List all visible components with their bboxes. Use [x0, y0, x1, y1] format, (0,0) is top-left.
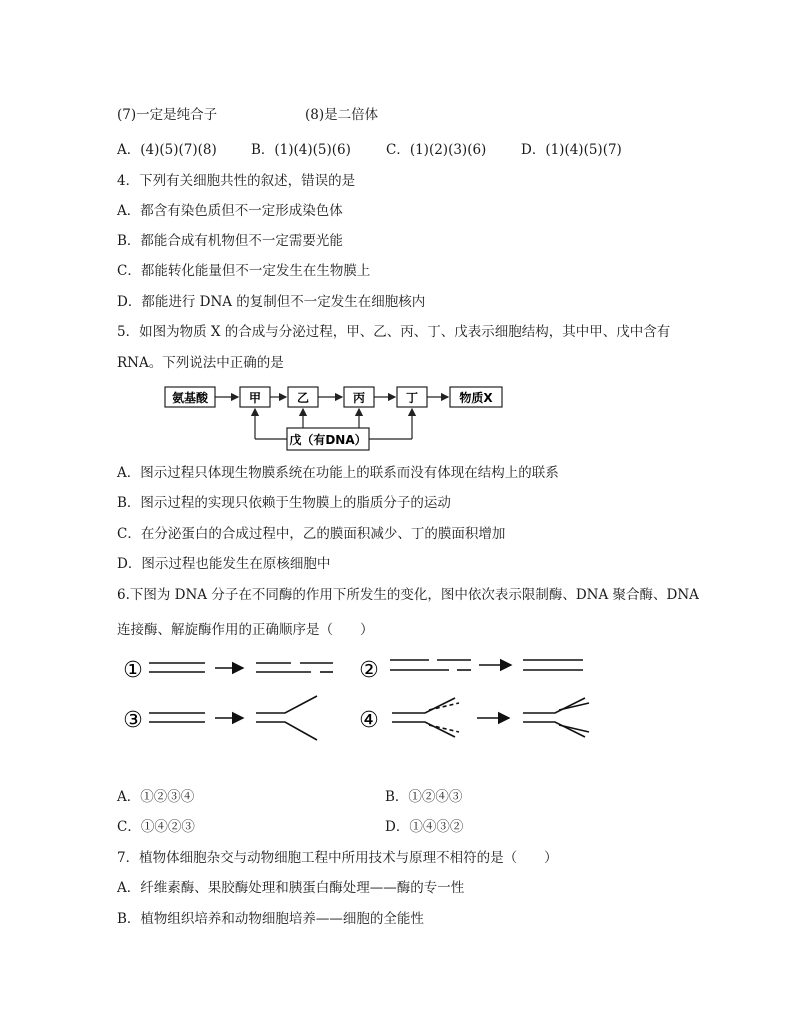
q6-option-b: B．①②④③ [385, 789, 463, 805]
dna-enzyme-diagram [115, 648, 595, 748]
panel-3 [149, 696, 317, 740]
box-substance-x-label: 物质X [459, 391, 493, 405]
q5-option-c: C．在分泌蛋白的合成过程中，乙的膜面积减少、丁的膜面积增加 [117, 526, 506, 542]
q3-option-a: A．(4)(5)(7)(8) [117, 142, 217, 158]
q5-stem-line2: RNA。下列说法中正确的是 [117, 355, 284, 371]
box-ding [397, 387, 427, 407]
q6-option-a: A．①②③④ [117, 789, 195, 805]
panel-1 [149, 663, 333, 672]
box-bing [344, 387, 374, 407]
q7-stem: 7．植物体细胞杂交与动物细胞工程中所用技术与原理不相符的是（ ） [117, 850, 558, 866]
q6-option-c: C．①④②③ [117, 819, 195, 835]
q5-option-b: B．图示过程的实现只依赖于生物膜上的脂质分子的运动 [117, 495, 451, 511]
q4-option-c: C．都能转化能量但不一定发生在生物膜上 [117, 263, 371, 279]
panel-4 [392, 698, 589, 737]
box-wu [287, 428, 369, 450]
q3-item-8: (8)是二倍体 [305, 107, 379, 123]
box-yi [288, 387, 318, 407]
q7-option-a: A．纤维素酶、果胶酶处理和胰蛋白酶处理——酶的专一性 [117, 880, 465, 896]
box-amino-acid-label: 氨基酸 [171, 391, 209, 405]
panel-2 [390, 660, 583, 670]
diagram-label-3: ③ [123, 708, 143, 733]
q4-option-a: A．都含有染色质但不一定形成染色体 [117, 203, 343, 219]
q5-stem-line1: 5．如图为物质 X 的合成与分泌过程，甲、乙、丙、丁、戊表示细胞结构，其中甲、戊中含有 [117, 324, 671, 340]
q6-stem-line1: 6.下图为 DNA 分子在不同酶的作用下所发生的变化，图中依次表示限制酶、DNA 聚合酶、DNA [117, 587, 699, 603]
q5-option-d: D．图示过程也能发生在原核细胞中 [117, 556, 331, 572]
box-ding-label: 丁 [405, 391, 419, 405]
box-jia-label: 甲 [248, 391, 262, 405]
box-wu-label: 戊（有DNA） [289, 433, 367, 447]
q4-option-b: B．都能合成有机物但不一定需要光能 [117, 233, 343, 249]
q3-item-7: (7)一定是纯合子 [117, 107, 218, 123]
diagram-label-1: ① [123, 658, 143, 683]
box-yi-label: 乙 [296, 391, 310, 405]
secretion-flow-diagram [155, 380, 515, 455]
q4-option-d: D．都能进行 DNA 的复制但不一定发生在细胞核内 [117, 294, 426, 310]
q7-option-b: B．植物组织培养和动物细胞培养——细胞的全能性 [117, 911, 424, 927]
q3-option-d: D．(1)(4)(5)(7) [521, 142, 622, 158]
diagram-label-4: ④ [359, 708, 379, 733]
q4-stem: 4．下列有关细胞共性的叙述，错误的是 [117, 173, 356, 189]
diagram-label-2: ② [359, 658, 379, 683]
box-substance-x [450, 387, 502, 407]
q5-option-a: A．图示过程只体现生物膜系统在功能上的联系而没有体现在结构上的联系 [117, 465, 559, 481]
box-bing-label: 丙 [352, 391, 366, 405]
box-jia [240, 387, 270, 407]
q6-stem-line2: 连接酶、解旋酶作用的正确顺序是（ ） [117, 622, 374, 638]
q6-option-d: D．①④③② [385, 819, 464, 835]
box-amino-acid [165, 387, 215, 407]
q3-option-b: B．(1)(4)(5)(6) [251, 142, 351, 158]
q3-option-c: C．(1)(2)(3)(6) [386, 142, 487, 158]
